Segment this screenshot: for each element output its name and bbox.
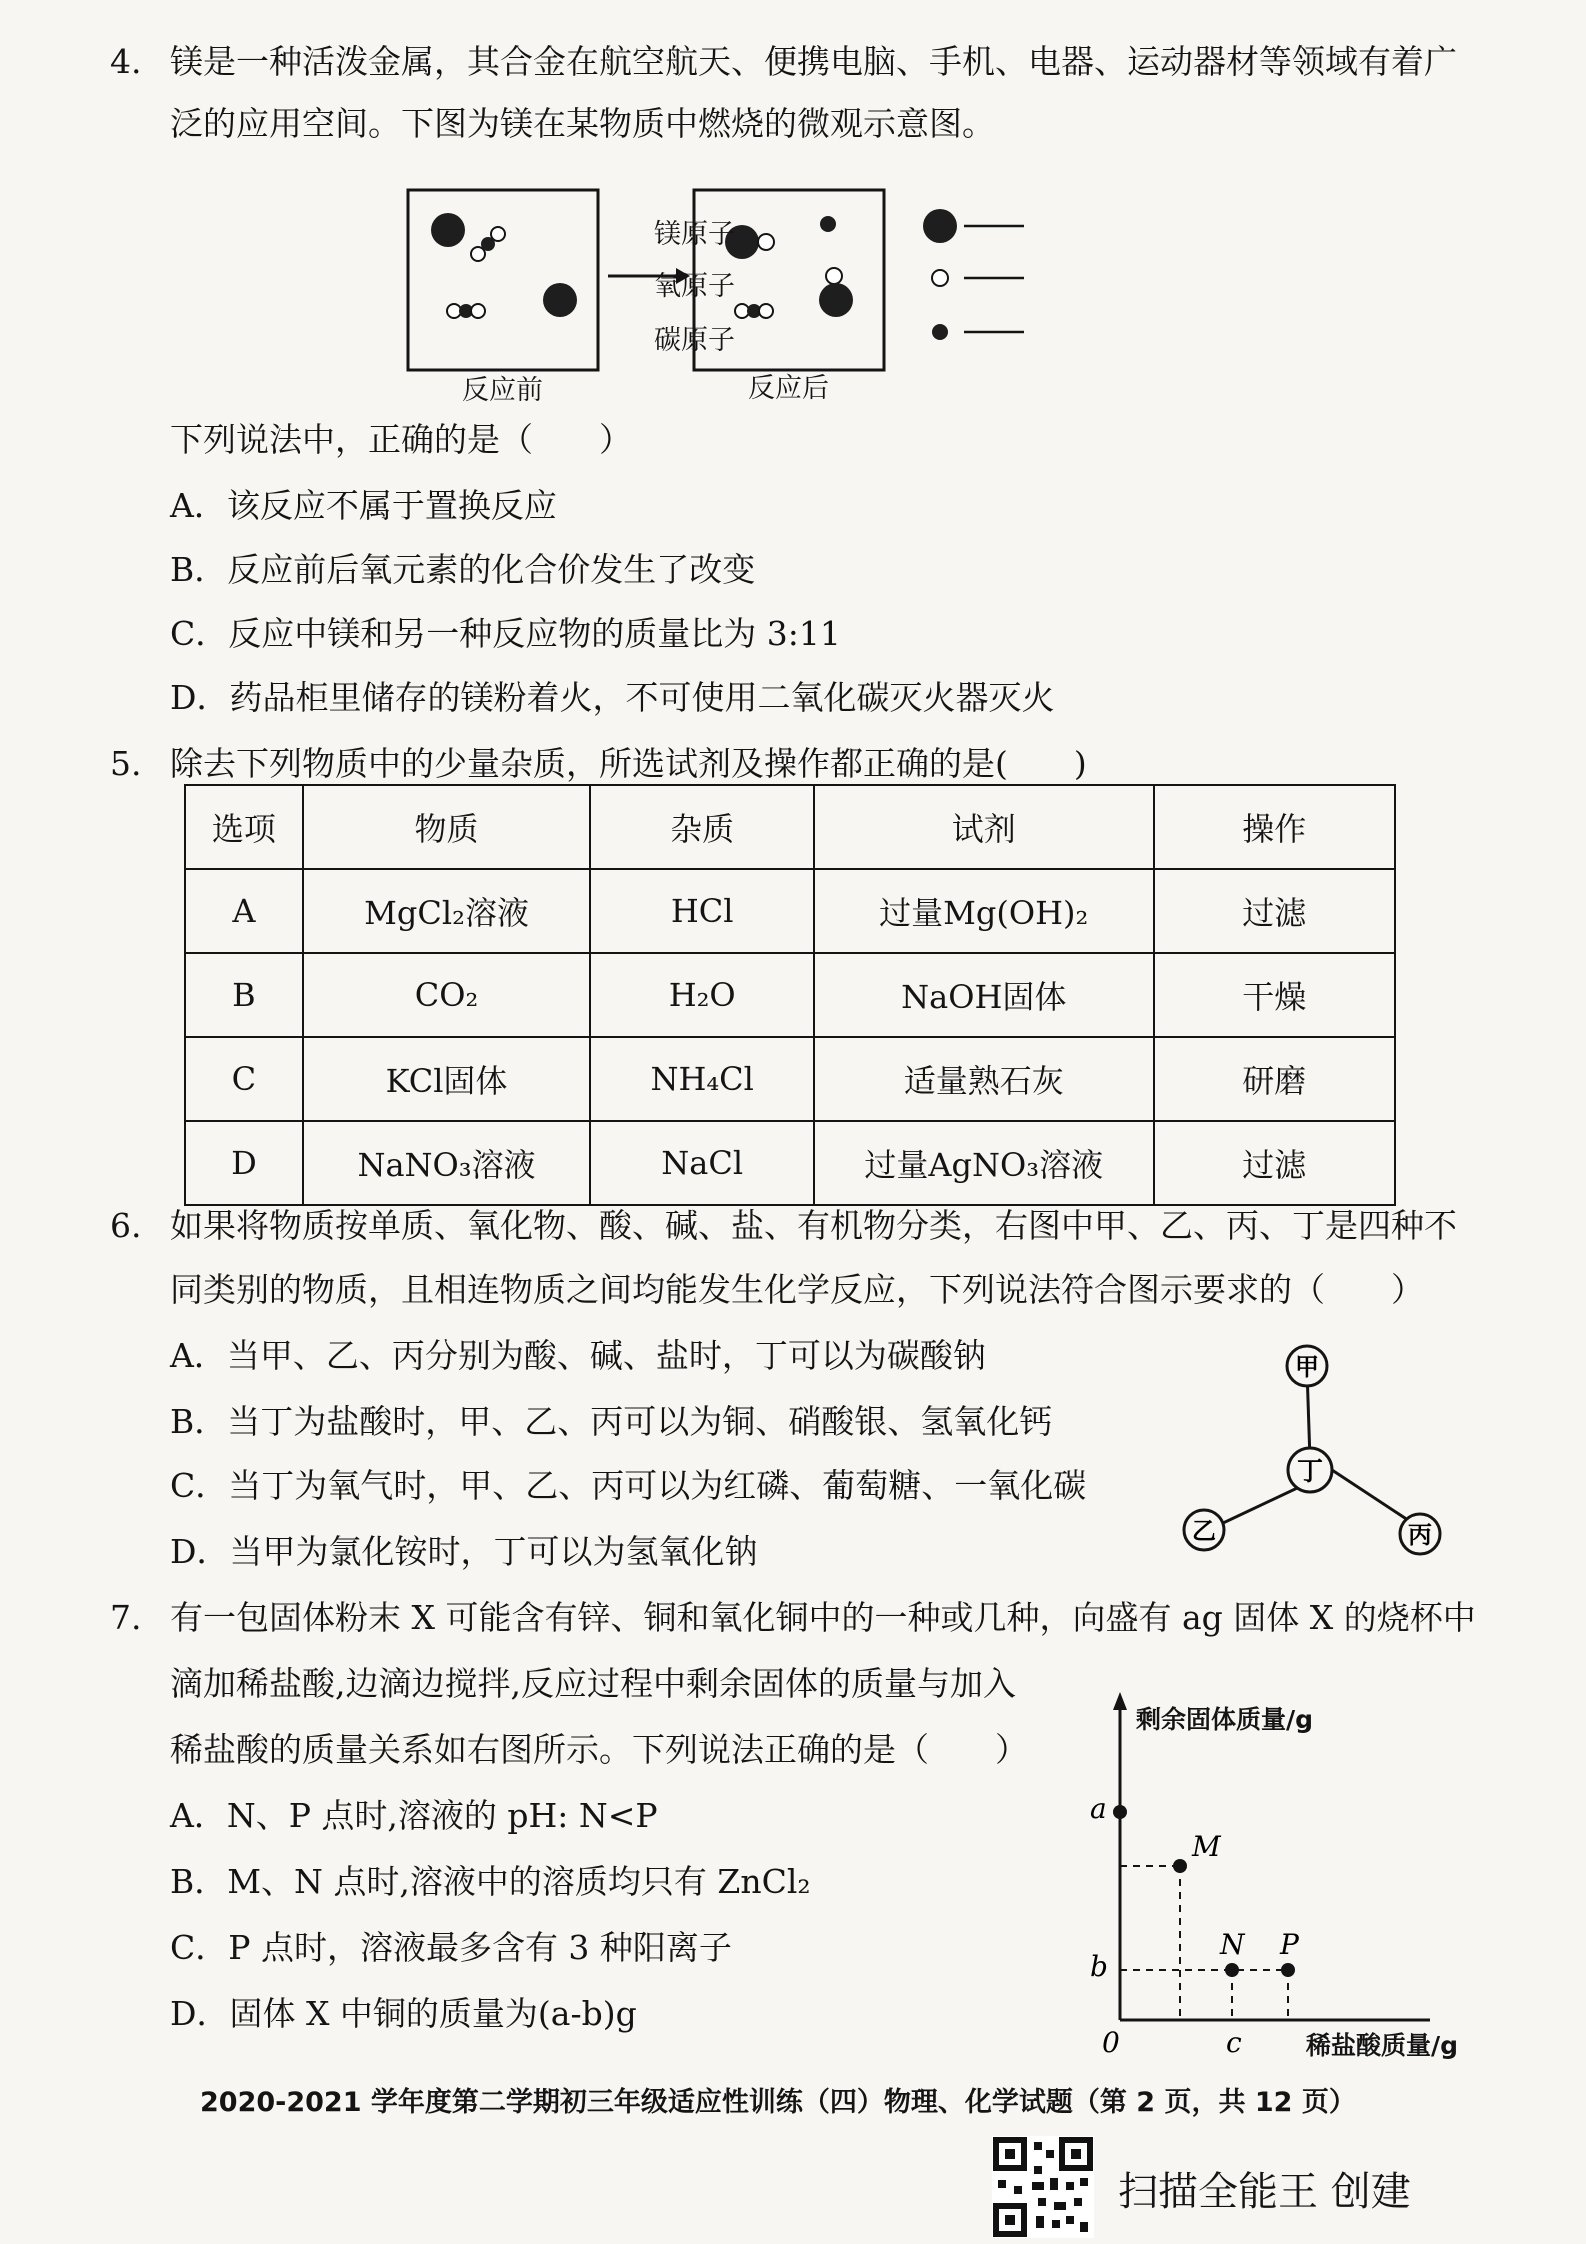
legend-carbon-icon: [932, 324, 948, 340]
table-header-cell: 物质: [303, 785, 591, 869]
q6-number: 6.: [110, 1206, 142, 1245]
q4-text-line1: 镁是一种活泼金属，其合金在航空航天、便携电脑、手机、电器、运动器材等领域有着广: [170, 42, 1457, 81]
q7-number: 7.: [110, 1598, 142, 1637]
label-origin: 0: [1102, 2026, 1120, 2059]
table-header-cell: 选项: [185, 785, 303, 869]
table-cell: 研磨: [1154, 1037, 1395, 1121]
table-row: [185, 953, 1395, 1037]
point-M: [1173, 1859, 1187, 1873]
q7-option-b: B．M、N 点时,溶液中的溶质均只有 ZnCl₂: [170, 1862, 811, 1901]
q6-relation-diagram: [1170, 1330, 1460, 1570]
magnesium-atom: [431, 213, 465, 247]
label-a: a: [1090, 1792, 1107, 1825]
legend-magnesium-icon: [923, 209, 957, 243]
q7-option-c: C．P 点时，溶液最多含有 3 种阳离子: [170, 1928, 732, 1967]
table-header-cell: 试剂: [814, 785, 1154, 869]
q4-option-c: C．反应中镁和另一种反应物的质量比为 3:11: [170, 614, 841, 653]
table-cell: KCl固体: [303, 1037, 591, 1121]
table-cell: B: [185, 953, 303, 1037]
qr-code-icon: [992, 2136, 1094, 2238]
table-row: [185, 869, 1395, 953]
q6-text-line2: 同类别的物质，且相连物质之间均能发生化学反应，下列说法符合图示要求的（ ）: [170, 1270, 1424, 1309]
graph-y-label: 剩余固体质量/g: [1136, 1705, 1314, 1734]
q7-mass-graph: [1080, 1690, 1480, 2070]
oxygen-atom: [491, 227, 505, 241]
q5-number: 5.: [110, 744, 142, 783]
table-cell: D: [185, 1121, 303, 1205]
q4-option-d: D．药品柜里储存的镁粉着火，不可使用二氧化碳灭火器灭火: [170, 678, 1055, 717]
page-footer: 2020-2021 学年度第二学期初三年级适应性训练（四）物理、化学试题（第 2 页，共 12 页）: [200, 2087, 1356, 2118]
label-b: b: [1090, 1950, 1108, 1983]
table-cell: HCl: [590, 869, 814, 953]
node-yi-label: 乙: [1192, 1517, 1216, 1545]
y-axis-arrow: [1113, 1692, 1127, 1710]
table-cell: 干燥: [1154, 953, 1395, 1037]
oxygen-atom: [735, 304, 749, 318]
table-header-cell: 操作: [1154, 785, 1395, 869]
oxygen-atom: [826, 268, 842, 284]
carbon-atom: [820, 216, 836, 232]
table-cell: NaNO₃溶液: [303, 1121, 591, 1205]
table-cell: 过量Mg(OH)₂: [814, 869, 1154, 953]
oxygen-atom: [758, 234, 774, 250]
table-cell: 过滤: [1154, 869, 1395, 953]
legend-oxygen-label: 氧原子: [654, 271, 735, 302]
legend-magnesium-label: 镁原子: [654, 219, 735, 250]
label-c: c: [1226, 2026, 1242, 2059]
table-row: [185, 1121, 1395, 1205]
table-cell: 过量AgNO₃溶液: [814, 1121, 1154, 1205]
table-header-cell: 杂质: [590, 785, 814, 869]
q4-number: 4.: [110, 42, 142, 81]
oxygen-atom: [471, 304, 485, 318]
point-P: [1281, 1963, 1295, 1977]
q4-option-b: B．反应前后氧元素的化合价发生了改变: [170, 550, 756, 589]
q7-text-line3: 稀盐酸的质量关系如右图所示。下列说法正确的是（ ）: [170, 1730, 1028, 1769]
before-box: [408, 190, 598, 370]
q4-stem: 下列说法中，正确的是（ ）: [170, 420, 632, 459]
point-a: [1113, 1805, 1127, 1819]
table-cell: NaOH固体: [814, 953, 1154, 1037]
q6-option-b: B．当丁为盐酸时，甲、乙、丙可以为铜、硝酸银、氢氧化钙: [170, 1402, 1053, 1441]
oxygen-atom: [447, 304, 461, 318]
q4-text-line2: 泛的应用空间。下图为镁在某物质中燃烧的微观示意图。: [170, 104, 995, 143]
magnesium-atom: [819, 283, 853, 317]
label-P: P: [1280, 1928, 1299, 1961]
table-cell: NaCl: [590, 1121, 814, 1205]
before-label: 反应前: [462, 375, 543, 406]
after-label: 反应后: [748, 373, 829, 404]
q4-option-a: A．该反应不属于置换反应: [170, 486, 557, 525]
q6-text-line1: 如果将物质按单质、氧化物、酸、碱、盐、有机物分类，右图中甲、乙、丙、丁是四种不: [170, 1206, 1457, 1245]
q7-text-line2: 滴加稀盐酸,边滴边搅拌,反应过程中剩余固体的质量与加入: [170, 1664, 1016, 1703]
magnesium-atom: [543, 283, 577, 317]
point-N: [1225, 1963, 1239, 1977]
oxygen-atom: [759, 304, 773, 318]
q7-option-a: A．N、P 点时,溶液的 pH: N<P: [170, 1796, 658, 1835]
table-cell: MgCl₂溶液: [303, 869, 591, 953]
legend-oxygen-icon: [932, 270, 948, 286]
q7-option-d: D．固体 X 中铜的质量为(a-b)g: [170, 1994, 637, 2033]
table-cell: A: [185, 869, 303, 953]
q5-stem: 除去下列物质中的少量杂质，所选试剂及操作都正确的是( ): [170, 744, 1087, 783]
q6-option-d: D．当甲为氯化铵时，丁可以为氢氧化钠: [170, 1532, 758, 1571]
table-row: [185, 1037, 1395, 1121]
table-cell: H₂O: [590, 953, 814, 1037]
label-M: M: [1192, 1830, 1221, 1863]
graph-x-label: 稀盐酸质量/g: [1306, 2031, 1459, 2060]
q7-text-line1: 有一包固体粉末 X 可能含有锌、铜和氧化铜中的一种或几种，向盛有 ag 固体 X 的烧杯中: [170, 1598, 1476, 1637]
table-cell: CO₂: [303, 953, 591, 1037]
table-cell: 过滤: [1154, 1121, 1395, 1205]
scanner-watermark: 扫描全能王 创建: [1118, 2169, 1411, 2215]
table-cell: C: [185, 1037, 303, 1121]
label-N: N: [1220, 1928, 1245, 1961]
q6-option-c: C．当丁为氧气时，甲、乙、丙可以为红磷、葡萄糖、一氧化碳: [170, 1466, 1087, 1505]
q6-option-a: A．当甲、乙、丙分别为酸、碱、盐时，丁可以为碳酸钠: [170, 1336, 986, 1375]
node-bing-label: 丙: [1408, 1521, 1432, 1549]
q5-table: [184, 784, 1396, 1206]
table-cell: NH₄Cl: [590, 1037, 814, 1121]
node-jia-label: 甲: [1295, 1353, 1319, 1381]
legend-carbon-label: 碳原子: [654, 325, 735, 356]
oxygen-atom: [471, 247, 485, 261]
table-cell: 适量熟石灰: [814, 1037, 1154, 1121]
table-header-row: [185, 785, 1395, 869]
node-ding-label: 丁: [1296, 1457, 1324, 1487]
